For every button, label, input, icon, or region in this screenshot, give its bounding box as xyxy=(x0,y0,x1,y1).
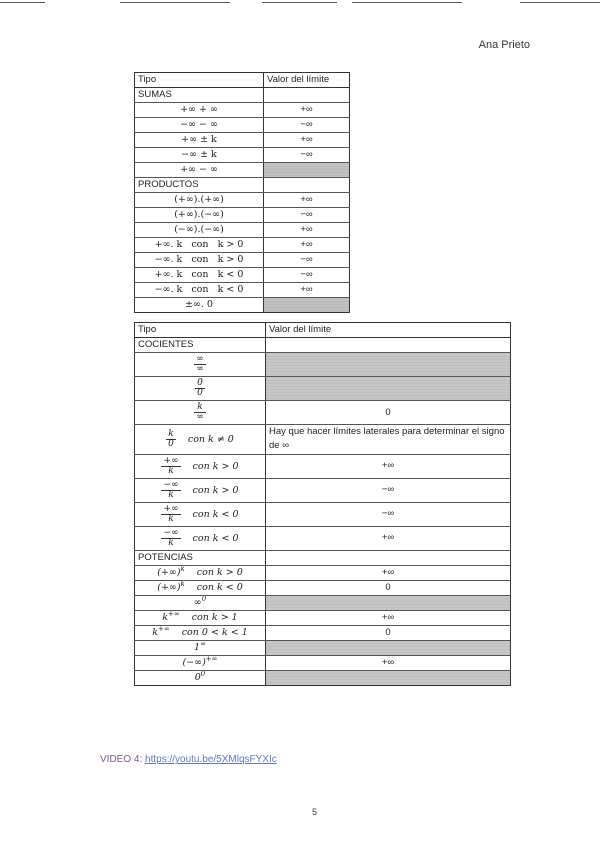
power-base: k xyxy=(152,627,159,639)
table-row xyxy=(135,655,511,670)
limit-value xyxy=(266,670,511,685)
table-row xyxy=(135,610,511,625)
table-row xyxy=(135,118,350,133)
col-header-type: Tipo xyxy=(135,323,266,338)
table-row xyxy=(135,298,350,313)
limit-type xyxy=(135,502,266,526)
section-value-cell xyxy=(264,88,350,103)
table-row xyxy=(135,253,350,268)
limit-type xyxy=(135,580,266,595)
limit-type xyxy=(135,595,266,610)
limit-value: −∞ xyxy=(266,478,511,502)
fraction xyxy=(161,529,180,548)
scan-top-edge xyxy=(0,0,600,6)
section-row xyxy=(135,550,511,565)
limit-value: −∞ xyxy=(264,268,350,283)
section-value-cell xyxy=(266,338,511,353)
table-row xyxy=(135,103,350,118)
limit-type xyxy=(135,377,266,401)
table-row xyxy=(135,502,511,526)
limit-type xyxy=(135,655,266,670)
limit-value: +∞ xyxy=(264,238,350,253)
limit-value: −∞ xyxy=(264,208,350,223)
fraction-denominator: 0 xyxy=(197,388,203,398)
power-exponent: ∞ xyxy=(200,640,206,649)
fraction-numerator: −∞ xyxy=(163,527,179,538)
limit-type: −∞ − ∞ xyxy=(135,118,264,133)
limit-value xyxy=(264,163,350,178)
table-row xyxy=(135,640,511,655)
fraction xyxy=(166,430,176,449)
limit-type xyxy=(135,610,266,625)
condition: con k < 0 xyxy=(196,582,243,594)
power-exponent: k xyxy=(180,580,185,589)
table-row xyxy=(135,238,350,253)
limit-type: (−∞).(−∞) xyxy=(135,223,264,238)
limit-type xyxy=(135,478,266,502)
limit-type: +∞ ± k xyxy=(135,133,264,148)
fraction xyxy=(194,403,206,422)
section-row xyxy=(135,88,350,103)
limit-value: +∞ xyxy=(264,283,350,298)
limit-type xyxy=(135,353,266,377)
condition: con k < 0 xyxy=(192,532,239,544)
fraction-numerator: 0 xyxy=(197,378,203,388)
table-row xyxy=(135,377,511,401)
limit-value: +∞ xyxy=(264,223,350,238)
limit-value xyxy=(266,640,511,655)
power-exponent: +∞ xyxy=(158,625,170,634)
limit-type xyxy=(135,625,266,640)
condition: con k < 0 xyxy=(192,508,239,520)
limit-value: +∞ xyxy=(266,565,511,580)
table-row xyxy=(135,565,511,580)
fraction-denominator: ∞ xyxy=(196,412,204,422)
limit-type xyxy=(135,565,266,580)
table-row xyxy=(135,148,350,163)
fraction-numerator: +∞ xyxy=(163,503,179,514)
limit-value: −∞ xyxy=(266,502,511,526)
fraction-numerator: ∞ xyxy=(196,354,204,364)
table-row xyxy=(135,580,511,595)
limit-value: +∞ xyxy=(266,454,511,478)
power-exponent: +∞ xyxy=(168,610,180,619)
limit-type: −∞ ± k xyxy=(135,148,264,163)
table-header-row xyxy=(135,323,511,338)
power-base: 1 xyxy=(194,642,201,654)
table-row xyxy=(135,283,350,298)
limit-type: (+∞).(+∞) xyxy=(135,193,264,208)
table-row xyxy=(135,595,511,610)
fraction-numerator: −∞ xyxy=(163,479,179,490)
power-exponent: k xyxy=(180,565,185,574)
limit-value: +∞ xyxy=(264,133,350,148)
col-header-type: Tipo xyxy=(135,73,264,88)
limit-type xyxy=(135,454,266,478)
fraction-denominator: ∞ xyxy=(196,364,204,374)
fraction xyxy=(161,481,180,500)
limit-value: 0 xyxy=(266,625,511,640)
power-exponent: 0 xyxy=(200,670,206,679)
section-title: SUMAS xyxy=(135,88,264,103)
table-row xyxy=(135,478,511,502)
fraction-denominator: k xyxy=(161,466,180,476)
limit-value: +∞ xyxy=(266,610,511,625)
limit-value: 0 xyxy=(266,580,511,595)
section-title: COCIENTES xyxy=(135,338,266,353)
power-base: 0 xyxy=(194,672,201,684)
col-header-value: Valor del límite xyxy=(264,73,350,88)
power-exponent: 0 xyxy=(201,595,207,604)
condition: con k > 0 xyxy=(192,484,239,496)
condition: con k > 1 xyxy=(191,612,238,624)
table-row xyxy=(135,670,511,685)
table-row xyxy=(135,223,350,238)
limit-value xyxy=(266,595,511,610)
limit-type: +∞ + ∞ xyxy=(135,103,264,118)
section-value-cell xyxy=(264,178,350,193)
limit-type xyxy=(135,640,266,655)
limit-type xyxy=(135,425,266,455)
video-reference xyxy=(100,754,277,765)
power-exponent: +∞ xyxy=(205,655,218,664)
limit-value: Hay que hacer límites laterales para determinar el signo de ∞ xyxy=(266,425,511,455)
table-row xyxy=(135,163,350,178)
fraction xyxy=(194,355,206,374)
table-row xyxy=(135,208,350,223)
power-base: (+∞) xyxy=(157,582,181,594)
fraction-denominator: k xyxy=(161,490,180,500)
condition: con k > 0 xyxy=(192,460,239,472)
limit-value: +∞ xyxy=(266,655,511,670)
limit-value xyxy=(264,298,350,313)
fraction-denominator: 0 xyxy=(168,438,174,449)
author-name: Ana Prieto xyxy=(478,39,530,51)
power-base: (−∞) xyxy=(182,657,206,669)
limit-value: −∞ xyxy=(264,253,350,268)
fraction-denominator: k xyxy=(161,514,180,524)
section-title: PRODUCTOS xyxy=(135,178,264,193)
fraction-numerator: k xyxy=(168,428,174,439)
fraction-numerator: +∞ xyxy=(163,455,179,466)
power-base: ∞ xyxy=(193,597,202,609)
condition: con k > 0 xyxy=(196,567,243,579)
video-link[interactable]: https://youtu.be/5XMlqsFYXIc xyxy=(145,754,277,765)
limit-type: +∞ − ∞ xyxy=(135,163,264,178)
limit-value: −∞ xyxy=(264,118,350,133)
limit-type: −∞. k con k < 0 xyxy=(135,283,264,298)
limit-value xyxy=(266,377,511,401)
limits-table-sums-products xyxy=(134,72,350,313)
limit-value: +∞ xyxy=(266,526,511,550)
fraction xyxy=(161,457,180,476)
limit-type: (+∞).(−∞) xyxy=(135,208,264,223)
table-row xyxy=(135,454,511,478)
limit-type: +∞. k con k > 0 xyxy=(135,238,264,253)
table-row xyxy=(135,625,511,640)
limits-table-quotients-powers xyxy=(134,322,511,686)
limit-type: ±∞. 0 xyxy=(135,298,264,313)
limit-value: −∞ xyxy=(264,148,350,163)
table-row xyxy=(135,193,350,208)
limit-type: −∞. k con k > 0 xyxy=(135,253,264,268)
limit-type xyxy=(135,526,266,550)
limit-value xyxy=(266,353,511,377)
table-row xyxy=(135,526,511,550)
fraction-denominator: k xyxy=(161,538,180,548)
section-row xyxy=(135,338,511,353)
limit-value: 0 xyxy=(266,401,511,425)
fraction xyxy=(161,505,180,524)
table-row xyxy=(135,425,511,455)
section-row xyxy=(135,178,350,193)
video-label: VIDEO 4: xyxy=(100,754,146,765)
condition: con k ≠ 0 xyxy=(187,433,234,445)
section-title: POTENCIAS xyxy=(135,550,266,565)
limit-type: +∞. k con k < 0 xyxy=(135,268,264,283)
fraction xyxy=(195,379,205,398)
power-base: k xyxy=(162,612,169,624)
limit-type xyxy=(135,401,266,425)
condition: con 0 < k < 1 xyxy=(181,627,248,639)
table-header-row xyxy=(135,73,350,88)
table-row xyxy=(135,133,350,148)
limit-value: +∞ xyxy=(264,193,350,208)
section-value-cell xyxy=(266,550,511,565)
limit-value: +∞ xyxy=(264,103,350,118)
table-row xyxy=(135,353,511,377)
table-row xyxy=(135,401,511,425)
limit-type xyxy=(135,670,266,685)
col-header-value: Valor del límite xyxy=(266,323,511,338)
table-row xyxy=(135,268,350,283)
page-number: 5 xyxy=(312,807,318,817)
fraction-numerator: k xyxy=(197,402,203,412)
power-base: (+∞) xyxy=(157,567,181,579)
